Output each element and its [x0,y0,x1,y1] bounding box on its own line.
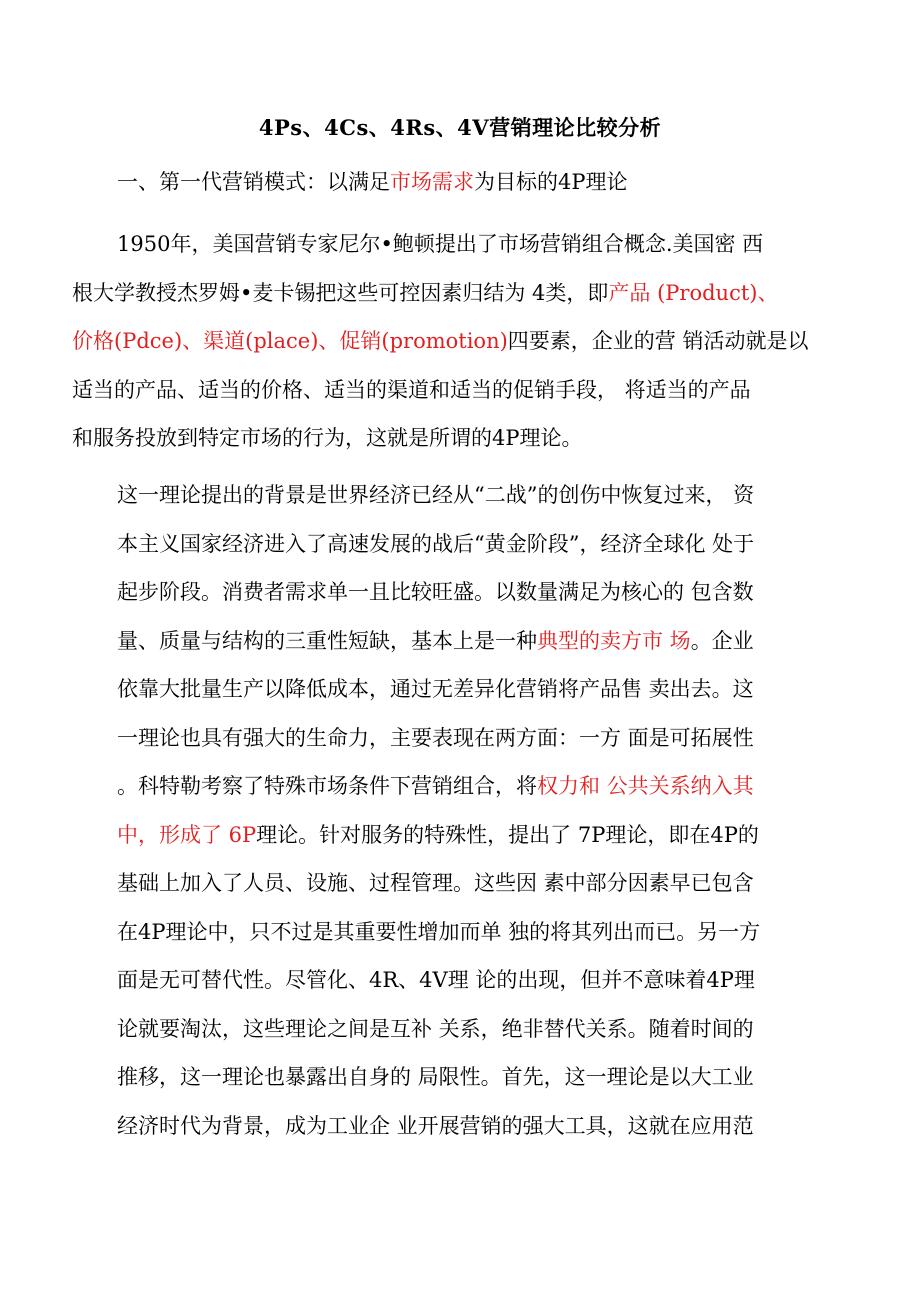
p2-line-4-highlight: 典型的卖方市 场 [537,628,691,653]
p2-line-9: 基础上加入了人员、设施、过程管理。这些因 素中部分因素早已包含 [117,871,754,895]
p2-line-11: 面是无可替代性。尽管化、4R、4V理 论的出现，但并不意味着4P理 [117,968,755,992]
p1-line-2-highlight: 产品 (Product)、 [608,280,779,305]
p2-line-4-tail: 。企业 [690,628,754,653]
p2-line-8 [72,811,812,860]
heading-highlight: 市场需求 [390,170,474,194]
p2-line-13: 推移，这一理论也暴露出自身的 局限性。首先，这一理论是以大工业 [117,1065,754,1089]
p2-line-5: 依靠大批量生产以降低成本，通过无差异化营销将产品售 卖出去。这 [117,677,754,701]
document-title: 4Ps、4Cs、4Rs、4V营销理论比较分析 [258,115,662,140]
p2-line-10: 在4P理论中，只不过是其重要性增加而单 独的将其列出而已。另一方 [117,919,761,944]
p2-line-2: 本主义国家经济进入了高速发展的战后“黄金阶段”，经济全球化 处于 [117,531,755,556]
p1-line-2-text: 根大学教授杰罗姆•麦卡锡把这些可控因素归结为 4类，即 [72,280,609,305]
p1-line-2 [72,269,812,318]
p1-line-5: 和服务投放到特定市场的行为，这就是所谓的4P理论。 [72,426,583,450]
heading-prefix: 一、第一代营销模式：以满足 [117,170,390,194]
p2-line-8-highlight: 中，形成了 6P [117,822,257,847]
p2-line-3: 起步阶段。消费者需求单一且比较旺盛。以数量满足为核心的 包含数 [117,580,754,604]
p2-line-4-text: 量、质量与结构的三重性短缺，基本上是一种 [117,628,537,653]
p2-line-6: 一理论也具有强大的生命力，主要表现在两方面：一方 面是可拓展性 [117,725,754,750]
p2-line-4 [72,617,812,666]
p2-line-1: 这一理论提出的背景是世界经济已经从“二战”的创伤中恢复过来， 资 [117,483,755,507]
paragraph-2 [72,471,812,1150]
p2-line-7-text: 。科特勒考察了特殊市场条件下营销组合，将 [117,774,537,798]
p2-line-12: 论就要淘汰，这些理论之间是互补 关系，绝非替代关系。随着时间的 [117,1016,754,1041]
p1-line-4: 适当的产品、适当的价格、适当的渠道和适当的促销手段， 将适当的产品 [72,377,751,402]
p1-line-3-text: 四要素，企业的营 销活动就是以 [507,329,809,353]
p2-line-7-highlight: 权力和 公共关系纳入其 [537,774,754,798]
section-heading [117,166,628,196]
p1-line-1: 1950年，美国营销专家尼尔•鲍顿提出了市场营销组合概念.美国密 西 [117,232,764,256]
p2-line-7 [72,762,812,811]
p1-line-3-highlight: 价格(Pdce)、渠道(place)、促销(promotion) [72,329,508,353]
paragraph-1 [72,220,812,463]
p2-line-8-text: 理论。针对服务的特殊性，提出了 7P理论，即在4P的 [256,822,759,847]
heading-suffix: 为目标的4P理论 [474,170,628,194]
p2-line-14: 经济时代为背景，成为工业企 业开展营销的强大工具，这就在应用范 [117,1113,754,1138]
p1-line-3 [72,317,812,366]
